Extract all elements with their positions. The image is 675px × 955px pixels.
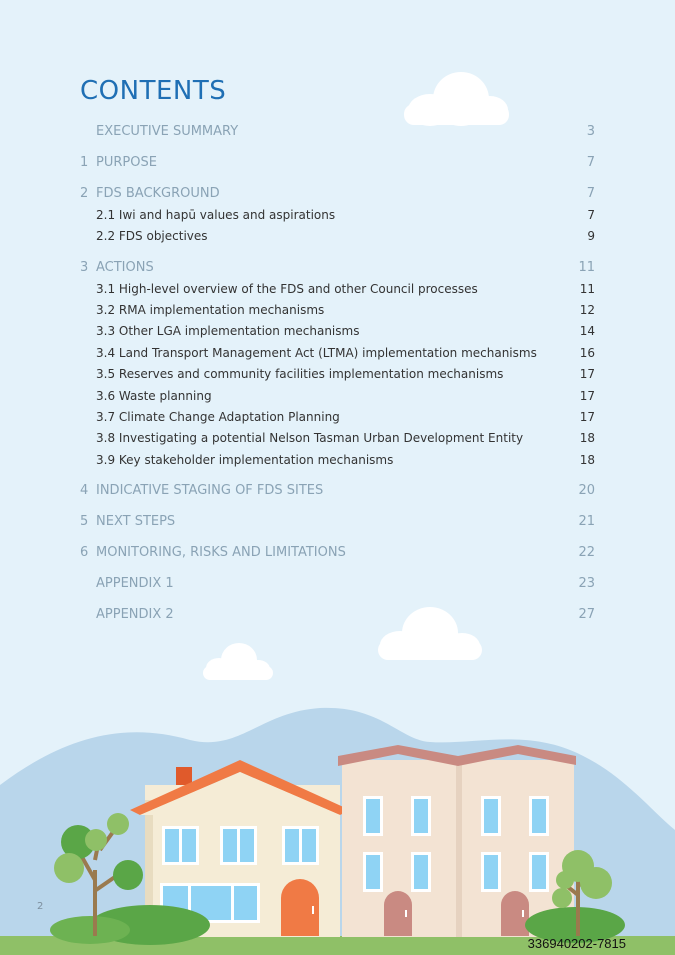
toc-entry-label: APPENDIX 2 [96,607,174,622]
toc-entry-page: 22 [578,545,595,560]
toc-subsection-entry[interactable] [0,303,675,323]
toc-entry-number: 6 [80,545,89,560]
toc-subsection-entry[interactable] [0,389,675,409]
toc-subsection-entry[interactable] [0,410,675,430]
toc-entry-label: EXECUTIVE SUMMARY [96,124,239,139]
toc-entry-label: INDICATIVE STAGING OF FDS SITES [96,483,324,498]
toc-entry-label: 3.9 Key stakeholder implementation mechanisms [96,453,394,467]
toc-entry-label: 3.2 RMA implementation mechanisms [96,303,325,317]
cloud-icon [203,643,273,680]
page-title: CONTENTS [80,76,227,106]
cloud-icon [404,72,509,126]
toc-entry-page: 14 [579,324,595,338]
toc-entry-number: 4 [80,483,89,498]
document-id: 336940202-7815 [527,936,626,951]
toc-entry-label: 3.7 Climate Change Adaptation Planning [96,410,340,424]
toc-entry-page: 11 [579,282,595,296]
toc-entry-label: MONITORING, RISKS AND LIMITATIONS [96,545,346,560]
toc-subsection-entry[interactable] [0,282,675,302]
toc-entry-page: 9 [587,229,595,243]
toc-subsection-entry[interactable] [0,453,675,473]
toc-subsection-entry[interactable] [0,324,675,344]
toc-entry-page: 17 [579,389,595,403]
toc-entry-page: 17 [579,367,595,381]
toc-entry-page: 16 [579,346,595,360]
toc-entry-number: 5 [80,514,89,529]
bush [50,916,130,944]
toc-entry-page: 11 [578,260,595,275]
toc-subsection-entry[interactable] [0,367,675,387]
toc-section-entry[interactable] [0,607,675,627]
toc-entry-page: 7 [586,155,595,170]
toc-entry-page: 12 [579,303,595,317]
toc-entry-page: 18 [579,431,595,445]
toc-subsection-entry[interactable] [0,431,675,451]
toc-entry-page: 7 [587,208,595,222]
toc-section-entry[interactable] [0,124,675,144]
toc-subsection-entry[interactable] [0,229,675,249]
toc-section-entry[interactable] [0,545,675,565]
toc-section-entry[interactable] [0,483,675,503]
toc-entry-page: 3 [586,124,595,139]
toc-entry-label: 3.4 Land Transport Management Act (LTMA) implementation mechanisms [96,346,537,360]
toc-entry-number: 1 [80,155,89,170]
toc-entry-number: 2 [80,186,89,201]
toc-entry-label: 3.1 High-level overview of the FDS and other Council processes [96,282,478,296]
toc-entry-page: 23 [578,576,595,591]
toc-entry-label: APPENDIX 1 [96,576,174,591]
toc-entry-label: 3.3 Other LGA implementation mechanisms [96,324,360,338]
toc-entry-label: 2.1 Iwi and hapū values and aspirations [96,208,336,222]
toc-entry-page: 18 [579,453,595,467]
toc-section-entry[interactable] [0,576,675,596]
page-number: 2 [37,901,44,912]
toc-entry-page: 21 [578,514,595,529]
toc-entry-label: 3.5 Reserves and community facilities implementation mechanisms [96,367,504,381]
toc-entry-page: 7 [586,186,595,201]
toc-entry-label: ACTIONS [96,260,154,275]
house-right [338,745,576,937]
toc-section-entry[interactable] [0,186,675,206]
toc-entry-page: 20 [578,483,595,498]
toc-section-entry[interactable] [0,260,675,280]
toc-entry-label: NEXT STEPS [96,514,176,529]
toc-entry-page: 27 [578,607,595,622]
toc-subsection-entry[interactable] [0,208,675,228]
toc-entry-label: 3.6 Waste planning [96,389,212,403]
toc-entry-label: 2.2 FDS objectives [96,229,208,243]
toc-entry-label: PURPOSE [96,155,157,170]
toc-entry-label: 3.8 Investigating a potential Nelson Tasman Urban Development Entity [96,431,524,445]
toc-entry-label: FDS BACKGROUND [96,186,220,201]
toc-section-entry[interactable] [0,155,675,175]
toc-section-entry[interactable] [0,514,675,534]
toc-entry-number: 3 [80,260,89,275]
toc-subsection-entry[interactable] [0,346,675,366]
toc-entry-page: 17 [579,410,595,424]
